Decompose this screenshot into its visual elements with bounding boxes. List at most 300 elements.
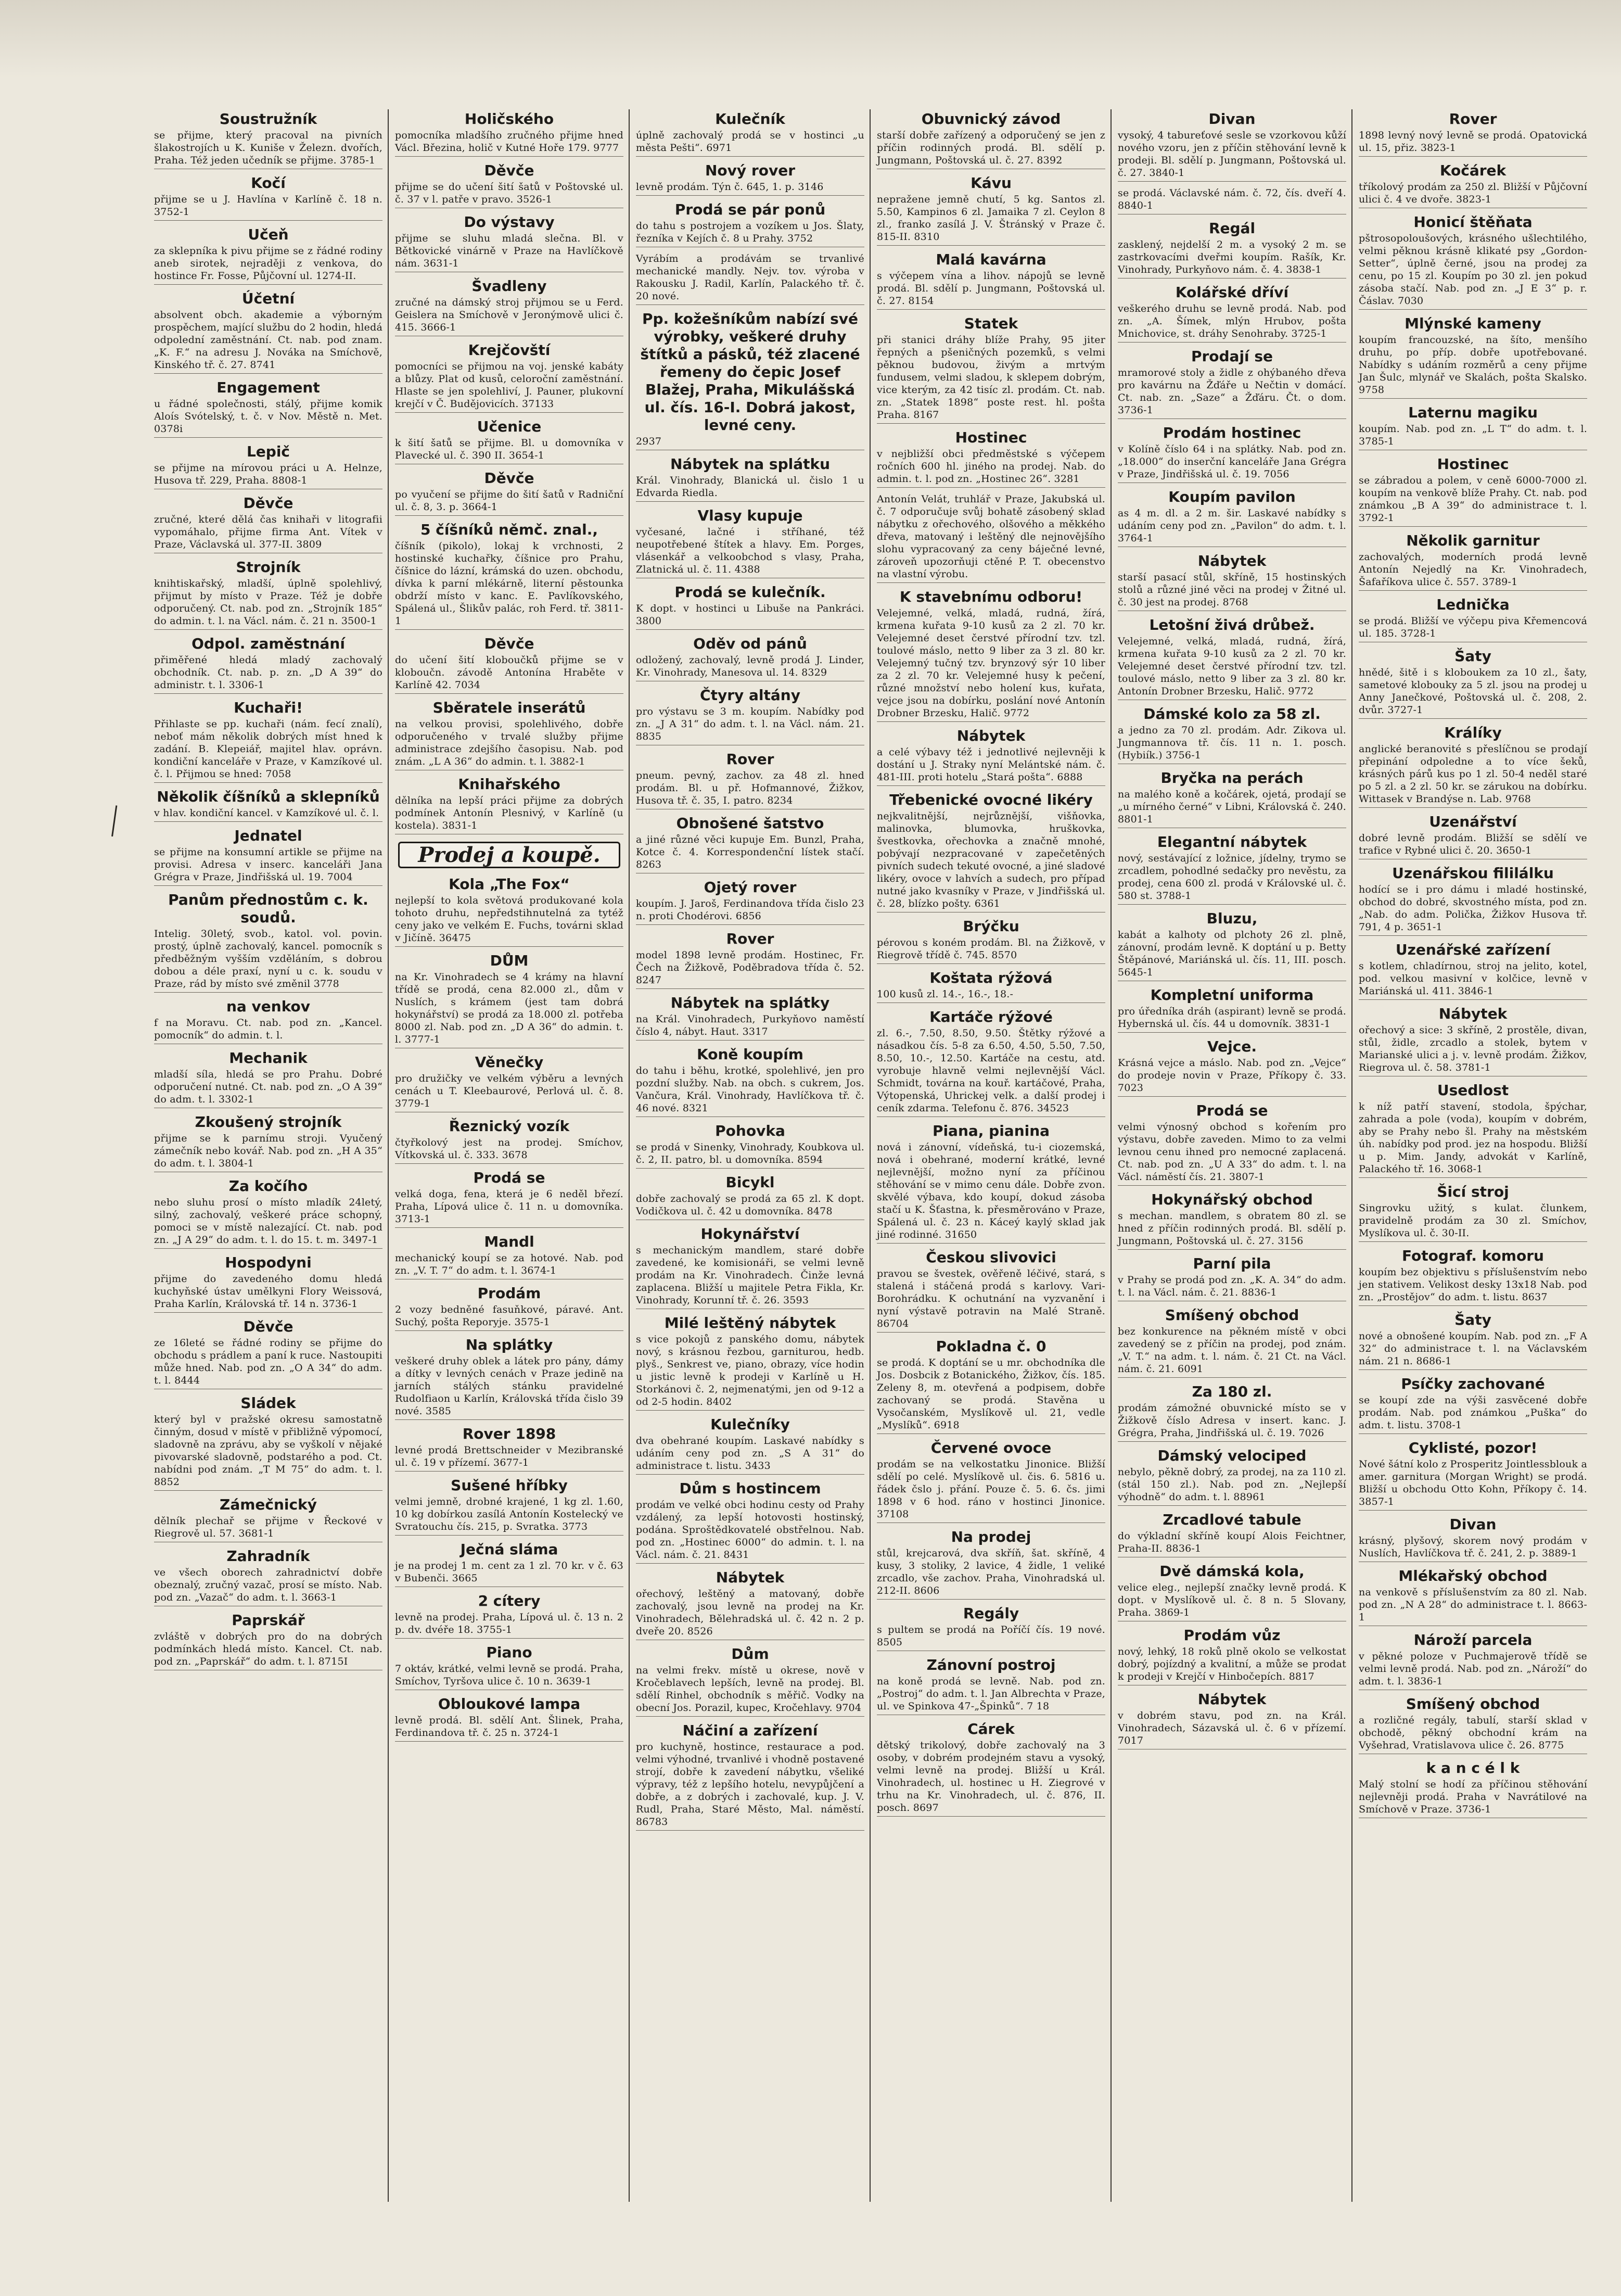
- ad-heading: Rover 1898: [462, 1425, 556, 1442]
- ad-heading: Piano: [486, 1644, 532, 1661]
- ad-heading: Bluzu,: [1206, 910, 1258, 927]
- classified-ad: [636, 930, 864, 989]
- classified-ad: [154, 226, 382, 285]
- ad-text: pérovou s koném prodám. Bl. na Žižkově, v Riegrově třídě č. 745. 8570: [877, 937, 1105, 961]
- ad-text: Antonín Velát, truhlář v Praze, Jakubská ul. č. 7 odporučuje svůj bohatě zásobený sklad nábytku z ořechového, olšového a měkkého dřeva, matovaný i leštěný dle nejnovějšího slohu vypracovaný za ceny báječné levné, zároveň upozorňuji ctěné P. T. obecenstvo na vlastní výrobu.: [877, 493, 1105, 580]
- section-heading: Prodej a koupě.: [398, 842, 620, 868]
- ad-text: koupím francouzské, na šíto, menšího druhu, po příp. dobře upotřebované. Nabídky s udáním rozměrů a ceny přijme Jan Šulc, mlynář ve Skalách, pošta Skalsko. 9758: [1359, 334, 1587, 396]
- ad-heading: Prodají se: [1191, 348, 1273, 365]
- classified-ad: [154, 379, 382, 438]
- ad-heading: 2 cítery: [478, 1592, 541, 1609]
- classified-ad: [877, 969, 1105, 1003]
- classified-ad: [1359, 1759, 1587, 1818]
- ad-text: a jedno za 70 zl. prodám. Adr. Zikova ul. Jungmannova tř. čís. 11 n. 1. posch. (Hybiík.) 3756-1: [1118, 725, 1346, 761]
- ad-text: pomocníka mladšího zručného přijme hned Václ. Březina, holič v Kutné Hoře 179. 9777: [395, 130, 623, 154]
- classified-ad: [1118, 1306, 1346, 1378]
- ad-heading: na venkov: [226, 998, 311, 1015]
- ad-text: Singrovku užitý, s kulat. člunkem, pravidelně prodám za 30 zl. Smíchov, Myslíkova ul. č. 30-II.: [1359, 1202, 1587, 1239]
- ad-text: nebo sluhu prosí o místo mladík 24letý, silný, zachovalý, veškeré práce schopný, pomoci se v místě nalezající. Ct. nab. pod zn. „J A 29“ do adm. t. l. do 15. t. m. 3497-1: [154, 1197, 382, 1246]
- classified-ad: [1359, 941, 1587, 1000]
- ad-heading: Letošní živá drůbež.: [1149, 616, 1315, 633]
- ad-text: se prodá. K doptání se u mr. obchodníka dle Jos. Dosbcik z Botanického, Žižkov, čís. 185. Zeleny 8, m. otevřená a podpisem, dobře zachovaný se prodá. Stavěna u Vysočanském, Myslíkově ul. 21, vedle „Myslíků“. 6918: [877, 1357, 1105, 1431]
- classified-ad: [1118, 552, 1346, 611]
- ad-text: mechanický koupí se za hotové. Nab. pod zn. „V. T. 7“ do adm. t. l. 3674-1: [395, 1252, 623, 1276]
- ad-heading: Sládek: [240, 1394, 296, 1412]
- classified-ad: [636, 1225, 864, 1309]
- ad-heading: Odpol. zaměstnání: [192, 635, 345, 652]
- classified-ad: [1359, 532, 1587, 591]
- ad-heading: Nároží parcela: [1413, 1631, 1533, 1648]
- ad-heading: Zrcadlové tabule: [1163, 1511, 1301, 1528]
- ad-heading: Rover: [726, 751, 774, 768]
- ad-text: stůl, krejcarová, dva skříň, šat. skříně, 4 kusy, 3 stoliky, 2 lavice, 4 židle, 1 veliké zrcadlo, vše zachov. Praha, Vinohradská ul. 212-II. 8606: [877, 1547, 1105, 1596]
- ad-heading: Nábytek: [716, 1569, 785, 1586]
- ad-text: 100 kusů zl. 14.-, 16.-, 18.-: [877, 988, 1014, 1000]
- ad-heading: Laternu magiku: [1408, 404, 1538, 421]
- ad-heading: Rover: [1449, 110, 1497, 128]
- ad-text: nový, lehký, 18 roků plně okolo se velkostat dobrý, pojízdný a kvalitní, a může se prodat k prodeji v Krejčí v Hinbočepích. 8817: [1118, 1646, 1346, 1682]
- classified-ad: [1359, 1247, 1587, 1306]
- ad-text: knihtiskařský, mladší, úplně spolehlivý, přijmut by místo v Praze. Též je dobře odporučený. Ct. nab. pod zn. „Strojník 185“ do admin. t. l. na Václ. nám. č. 21 n. 3500-1: [154, 578, 382, 627]
- ad-text: v nejbližší obci předměstské s výčepem ročních 600 hl. jiného na prodej. Nab. do admin. t. l. pod zn. „Hostinec 26“. 3281: [877, 448, 1105, 485]
- ad-text: se prodá. Václavské nám. č. 72, čís. dveří 4. 8840-1: [1118, 187, 1346, 211]
- classified-ad: [1359, 1183, 1587, 1242]
- ad-heading: Nábytek: [1197, 552, 1267, 569]
- ad-text: velká doga, fena, která je 6 neděl březí. Praha, Lípová ulice č. 11 n. u domovníka. 3713-1: [395, 1188, 623, 1225]
- classified-ad: [636, 751, 864, 809]
- classified-ad: [636, 110, 864, 157]
- ad-text: pštrosopoloušových, krásného ušlechtilého, velmi pěknou krásně klikaté psy „Gordon-Setter“, úplně černé, jsou na prodej za cenu, po 15 zl. Koupím po 30 zl. jen pokud zásoba stačí. Nab. pod zn. „J E 3“ p. r. Čáslav. 7030: [1359, 233, 1587, 307]
- ad-text: ze 16leté se řádné rodiny se přijme do obchodu s prádlem a paní k ruce. Nastoupiti může hned. Nab. pod zn. „O A 34“ do adm. t. l. 8444: [154, 1337, 382, 1386]
- classified-ad: [877, 918, 1105, 964]
- ad-text: pomocníci se přijmou na voj. jenské kabáty a blůzy. Plat od kusů, celoroční zaměstnání. Hlaste se jen spolehliví, J. Pauner, plukovní krejčí v Č. Budějovicích. 37133: [395, 361, 623, 410]
- ad-heading: Milé leštěný nábytek: [664, 1314, 836, 1331]
- ad-heading: Ječná sláma: [460, 1541, 558, 1558]
- classified-ad: [636, 1416, 864, 1475]
- ad-heading: Dům s hostincem: [679, 1480, 821, 1497]
- classified-ad: [1118, 705, 1346, 764]
- ad-text: Král. Vinohrady, Blanická ul. čislo 1 u Edvarda Riedla.: [636, 475, 864, 499]
- ad-heading: Kulečník: [715, 110, 785, 128]
- ad-text: dělníka na lepší práci přijme za dobrých podmínek Antonín Plesnivý, v Karlíně (u kostela). 3831-1: [395, 795, 623, 831]
- classified-ad: [395, 776, 623, 834]
- ad-heading: Vejce.: [1207, 1038, 1257, 1055]
- ad-heading: Prodám: [477, 1285, 541, 1302]
- ad-heading: Kola „The Fox“: [449, 876, 570, 893]
- ad-heading: Prodám vůz: [1183, 1627, 1281, 1644]
- ad-text: se přijme na mírovou práci u A. Helnze, Husova tř. 229, Praha. 8808-1: [154, 462, 382, 486]
- classified-ad: [154, 174, 382, 221]
- classified-ad: [1118, 986, 1346, 1033]
- ad-heading: Fotograf. komoru: [1402, 1247, 1544, 1264]
- ad-heading: Krejčovští: [468, 341, 551, 359]
- classified-ad: [636, 1046, 864, 1117]
- classified-ad: [1118, 110, 1346, 182]
- ad-text: čtyřkolový jest na prodej. Smíchov, Vítkovská ul. č. 333. 3678: [395, 1137, 623, 1161]
- ad-heading: Piana, pianina: [932, 1122, 1050, 1139]
- ad-text: se prodá. Bližší ve výčepu piva Křemencová ul. 185. 3728-1: [1359, 615, 1587, 639]
- ad-heading: Prodá se pár ponů: [674, 201, 826, 218]
- ad-text: v pěkné poloze v Puchmajerově třídě se velmi levně prodá. Nab. pod zn. „Nároží“ do adm. t. l. 3836-1: [1359, 1651, 1587, 1687]
- ad-heading: Šaty: [1454, 648, 1491, 665]
- classified-ad: [1359, 315, 1587, 399]
- ad-heading: Věnečky: [475, 1054, 544, 1071]
- classified-ad: [1359, 596, 1587, 642]
- ad-heading: Oděv od pánů: [693, 635, 807, 652]
- ad-heading: Smíšený obchod: [1165, 1306, 1299, 1324]
- ad-text: přijme do zavedeného domu hledá kuchyňské ústav umělkyni Flory Weissová, Praha Karlín, Královská tř. 14 n. 3736-1: [154, 1273, 382, 1310]
- ad-text: na venkově s příslušenstvím za 80 zl. Nab. pod zn. „N A 28“ do administrace t. l. 8663-1: [1359, 1587, 1587, 1623]
- classified-ad: [395, 635, 623, 694]
- ad-heading: Děvče: [484, 162, 534, 179]
- classified-ad: [1118, 187, 1346, 214]
- ad-text: se prodá v Sinenky, Vinohrady, Koubkova ul. č. 2, II. patro, bl. u domovníka. 8594: [636, 1141, 864, 1165]
- ad-text: s výčepem vína a lihov. nápojů se levně prodá. Bl. sdělí p. Jungmann, Poštovská ul. č. 27. 8154: [877, 270, 1105, 307]
- ad-text: se koupí zde na výši zasvěcené dobře prodám. Nab. pod známkou „Puška“ do adm. t. listu. 3708-1: [1359, 1394, 1587, 1431]
- ad-heading: Divan: [1208, 110, 1256, 128]
- column-2: [392, 109, 630, 2202]
- ad-text: přijme se k parnímu stroji. Vyučený zámečník nebo kovář. Nab. pod zn. „H A 35“ do adm. t. l. 3804-1: [154, 1133, 382, 1169]
- ad-heading: Prodám hostinec: [1163, 424, 1301, 441]
- ad-heading: Nábytek na splátky: [670, 994, 830, 1011]
- classified-ad: [877, 315, 1105, 424]
- ad-heading: Kulečníky: [710, 1416, 790, 1433]
- classified-ad: [154, 1612, 382, 1670]
- ad-heading: Obuvnický závod: [921, 110, 1061, 128]
- ad-heading: Uzenářské zařízení: [1395, 941, 1551, 958]
- classified-ad: [154, 1049, 382, 1108]
- ad-text: nová i zánovní, vídeňská, tu-i ciozemská, nová i obehrané, moderní krátké, levné nejlevnější, možno nyní za příčinou stěhování se v mimo cenu dále. Dobře zvon. skvělé výbava, kdo koupí, dokud zásoba stačí u K. Šťastna, k. přesměrováno v Praze, Spálená ul. č. 23 n. Káceý kaylý sklad jak jiné rodinné. 31650: [877, 1141, 1105, 1240]
- ad-heading: Paprskář: [232, 1612, 305, 1629]
- ad-heading: Smíšený obchod: [1406, 1695, 1540, 1713]
- ad-heading: Lednička: [1436, 596, 1510, 613]
- ad-text: pravou se švestek, ověřeně léčivé, stará, s stalená i stáčená prodá s karlovy. Vari-Borohrádku. K ochutnání na vyzvanění i nyní výstavě potravin na Malé Straně. 86704: [877, 1268, 1105, 1329]
- ad-text: dobře zachovalý se prodá za 65 zl. K dopt. Vodičkova ul. č. 42 u domovníka. 8478: [636, 1193, 864, 1217]
- ad-heading: Prodá se: [473, 1169, 545, 1186]
- classified-ad: [154, 699, 382, 783]
- classified-ad: [1118, 220, 1346, 278]
- classified-ad: [395, 470, 623, 516]
- ad-text: hodící se i pro dámu i mladé hostinské, obchod do dobré, skvostného místa, pod zn. „Nab. do adm. Polička, Žižkov Husova tř. 791, 4 p. 3651-1: [1359, 884, 1587, 933]
- classified-ad: [154, 559, 382, 630]
- classified-ad: [154, 1254, 382, 1313]
- ad-text: nepražene jemně chutí, 5 kg. Santos zl. 5.50, Kampinos 6 zl. Jamaika 7 zl. Ceylon 8 zl., franko zasílá J. V. Štránský v Praze č. 815-II. 8310: [877, 194, 1105, 243]
- ad-text: krásný, plyšový, skorem nový prodám v Nuslích, Havlíčkova tř. č. 241, 2. p. 3889-1: [1359, 1535, 1587, 1559]
- ad-heading: K stavebnímu odboru!: [899, 588, 1083, 605]
- classified-ad: [636, 1569, 864, 1640]
- ad-heading: Kávu: [971, 174, 1012, 192]
- classified-ad: [395, 418, 623, 464]
- classified-ad: [154, 1547, 382, 1606]
- classified-ad: [154, 827, 382, 886]
- classified-ad: [395, 1285, 623, 1331]
- ad-heading: Bicykl: [725, 1174, 775, 1191]
- classified-ad: [1359, 1567, 1587, 1626]
- ad-text: zachovalých, moderních prodá levně Antonín Nejedlý na Kr. Vinohradech, Šafaříkova ulice č. 557. 3789-1: [1359, 551, 1587, 588]
- ad-text: mladší síla, hledá se pro Prahu. Dobré odporučení nutné. Ct. nab. pod zn. „O A 39“ do adm. t. l. 3302-1: [154, 1069, 382, 1105]
- ad-text: Malý stolní se hodí za příčinou stěhování nejlevněji prodá. Praha v Navrátilové na Smíchově v Praze. 3736-1: [1359, 1779, 1587, 1815]
- ad-heading: Hostinec: [1437, 455, 1509, 473]
- ad-text: a rozličné regály, tabulí, starší sklad v obchodě, pěkný obchodní krám na Vyšehrad, Vratislavova ulice č. 26. 8775: [1359, 1715, 1587, 1751]
- ad-text: K dopt. v hostinci u Libuše na Pankráci. 3800: [636, 603, 864, 627]
- classified-ad: [154, 1177, 382, 1249]
- classified-ad: [877, 1122, 1105, 1244]
- classified-ad: [636, 1122, 864, 1169]
- ad-text: veškerého druhu se levně prodá. Nab. pod zn. „A. Šímek, mlýn Hrubov, pošta Mnichovice, st. dráhy Senohraby. 3725-1: [1118, 303, 1346, 339]
- ad-heading: Nábytek: [1197, 1691, 1267, 1708]
- ad-text: s kotlem, chladírnou, stroj na jelito, kotel, pod. velkou masivní v kolčice, levně v Mariánská ul. 411. 3846-1: [1359, 960, 1587, 997]
- classified-ad: [877, 1656, 1105, 1715]
- classified-ad: [1359, 110, 1587, 157]
- ad-text: se přijme na konsumní artikle se přijme na provisi. Adresa v inserc. kanceláři Jana Grégra v Praze, Jindřišská ul. 19. 7004: [154, 846, 382, 883]
- ad-heading: Třebenické ovocné likéry: [889, 791, 1093, 808]
- column-1: [151, 109, 389, 2202]
- ad-heading: Prodá se: [1196, 1102, 1268, 1119]
- ad-heading: Nábytek: [956, 727, 1026, 744]
- classified-ad: [1118, 1691, 1346, 1749]
- ad-heading: Dvě dámská kola,: [1159, 1563, 1305, 1580]
- classified-ad: [877, 791, 1105, 912]
- ad-heading: Kartáče rýžové: [929, 1008, 1053, 1025]
- ad-heading: Děvče: [243, 1318, 293, 1335]
- classified-ad: [395, 1644, 623, 1690]
- classified-ad: [1118, 1511, 1346, 1557]
- classified-ad: [395, 1425, 623, 1472]
- ad-text: Nové šátní kolo z Prosperitz Jointlessblouk a amer. garnitura (Morgan Wright) se prodá. Bližší u obchodu Otto Kohn, Příkopy č. 14. 3857-1: [1359, 1458, 1587, 1507]
- ad-text: zručné, které dělá čas knihaři v litografii vypomáhalo, přijme firma Ant. Vítek v Praze, Václavská ul. 377-II. 3809: [154, 514, 382, 550]
- ad-heading: Malá kavárna: [936, 251, 1046, 268]
- ad-heading: Ojetý rover: [704, 879, 797, 896]
- classified-ad: [1118, 1383, 1346, 1442]
- ad-text: zvláště v dobrých pro do na dobrých podmínkách hledá místo. Kancel. Ct. nab. pod zn. „Paprskář“ do adm. t. l. 8715I: [154, 1631, 382, 1667]
- ad-heading: Dům: [731, 1645, 769, 1663]
- ad-heading: Kompletní uniforma: [1150, 986, 1314, 1004]
- ad-heading: Několik garnitur: [1406, 532, 1540, 549]
- ad-text: starší dobře zařízený a odporučený se jen z příčin rodinných prodá. Bl. sdělí p. Jungmann, Poštovská ul. č. 27. 8392: [877, 130, 1105, 166]
- ad-text: ořechový, leštěný a matovaný, dobře zachovalý, jsou levně na prodej na Kr. Vinohradech, Bělehradská ul. č. 42 n. 2 p. dveře 20. 8526: [636, 1588, 864, 1637]
- ad-heading: Regály: [963, 1605, 1019, 1622]
- classified-ad: [877, 110, 1105, 169]
- ad-heading: Na prodej: [951, 1528, 1031, 1545]
- classified-ad: [1359, 162, 1587, 208]
- ad-text: prodám zámožné obuvnické místo se v Žižkově číslo Adresa v insert. kanc. J. Grégra, Praha, Jindřišská ul. č. 19. 7026: [1118, 1402, 1346, 1439]
- ad-heading: Zkoušený strojník: [195, 1113, 342, 1131]
- classified-ad: [154, 998, 382, 1044]
- ad-text: nebylo, pěkně dobrý, za prodej, na za 110 zl. (stál 150 zl.). Nab. pod zn. „Nejlepší výhodně“ do adm. t. l. 88961: [1118, 1466, 1346, 1503]
- classified-ad: [1118, 1563, 1346, 1621]
- ad-heading: Jednatel: [234, 827, 302, 844]
- ad-text: na malého koně a kočárek, ojetá, prodají se „u mírného černé“ v Libni, Královská č. 240. 8801-1: [1118, 789, 1346, 825]
- classified-ad: [154, 1394, 382, 1491]
- classified-ad: [877, 1338, 1105, 1434]
- classified-ad: [395, 213, 623, 272]
- ad-text: v Kolíně číslo 64 i na splátky. Nab. pod zn. „18.000“ do inserční kanceláře Jana Grégra v Praze, Jindřišská ul. č. 19. 7056: [1118, 443, 1346, 480]
- ad-text: je na prodej 1 m. cent za 1 zl. 70 kr. v č. 63 v Bubenči. 3665: [395, 1560, 623, 1584]
- ad-text: 1898 levný nový levně se prodá. Opatovická ul. 15, přiz. 3823-1: [1359, 130, 1587, 154]
- classified-ad: [395, 1477, 623, 1536]
- classified-ad: [1118, 1627, 1346, 1685]
- classified-ad: [877, 251, 1105, 310]
- classified-ad: [636, 879, 864, 925]
- ad-text: velmi jemně, drobné krajené, 1 kg zl. 1.60, 10 kg dobírkou zasílá Antonín Kostelecký ve Svratouchu čís. 215, p. Svratka. 3773: [395, 1496, 623, 1532]
- classified-ad: [1359, 404, 1587, 450]
- ad-heading: Několik číšníků a sklepníků: [157, 788, 380, 805]
- ad-heading: Švadleny: [471, 277, 547, 295]
- ad-text: v Prahy se prodá pod zn. „K. A. 34“ do adm. t. l. na Václ. nám. č. 21. 8836-1: [1118, 1274, 1346, 1298]
- classified-ad: [154, 494, 382, 553]
- ad-text: prodám ve velké obci hodinu cesty od Prahy vzdálený, za lepší hotovosti hostinský, podána. Sproštědkovatelé obstřelnou. Nab. pod zn. „Hostinec 6000“ do admin. t. l. na Václ. nám. č. 21. 8431: [636, 1499, 864, 1561]
- ad-heading: k a n c é l k: [1426, 1759, 1520, 1777]
- classified-ad: [636, 1174, 864, 1220]
- ad-heading: Mlýnské kameny: [1405, 315, 1541, 332]
- classified-ad: [636, 1645, 864, 1717]
- ad-text: Krásná vejce a máslo. Nab. pod zn. „Vejce“ do prodeje novin v Praze, Příkopy č. 33. 7023: [1118, 1057, 1346, 1094]
- ad-heading: Cárek: [967, 1720, 1015, 1737]
- ad-text: k níž patří stavení, stodola, špýchar, zahrada a pole (voda), koupím v dobrém, aby se Prahy nebo šl. Prahy na městském úh. nabídky pod prod. jez na hospodu. Bližší u p. Mim. Jandy, advokát v Karlíně, Palackého tř. 16. 3068-1: [1359, 1101, 1587, 1175]
- ad-heading: Šicí stroj: [1437, 1183, 1509, 1200]
- ad-heading: Čtyry altány: [700, 687, 800, 704]
- classified-ad: [154, 1113, 382, 1172]
- classified-ad: [395, 1233, 623, 1279]
- ad-heading: Obnošené šatstvo: [676, 815, 824, 832]
- ad-heading: Strojník: [236, 559, 301, 576]
- ad-heading: Mechanik: [229, 1049, 308, 1067]
- ad-heading: Děvče: [484, 635, 534, 652]
- classified-ad: [1359, 865, 1587, 936]
- ad-text: do učení šití kloboučků přijme se v kloboučn. závodě Antonína Hraběte v Karlíně 42. 7034: [395, 654, 623, 691]
- classified-ad: [636, 252, 864, 305]
- ad-text: do tahu s postrojem a vozíkem u Jos. Šlaty, řezníka v Kejích č. 8 u Prahy. 3752: [636, 220, 864, 244]
- ad-text: prodám se na velkostatku Jinonice. Bližší sdělí po celé. Myslíkově ul. čis. 6. 5816 u. řádek čslo j. přání. Pouze č. 5. 6. čs. jimi 1898 v 6 hod. ráno v hostinci Jinonice. 37108: [877, 1458, 1105, 1520]
- ad-text: na koně prodá se levně. Nab. pod zn. „Postroj“ do adm. t. l. Jan Albrechta v Praze, ul. ve Spinkova 47-„Špinků“. 7 18: [877, 1676, 1105, 1712]
- ad-text: do tahu i běhu, krotké, spolehlivé, jen pro pozdní služby. Nab. na obch. s cukrem, Jos. Vančura, Král. Vinohrady, Havlíčkova tř. č. 46 nové. 8321: [636, 1065, 864, 1114]
- ad-text: hnědé, šitě i s kloboukem za 10 zl., šaty, sametové klobouky za 5 zl. jsou na prodej u Anny Janečkové, Poštovská ul. č. 208, 2. dvůr. 3727-1: [1359, 667, 1587, 716]
- ad-text: levně prodá. Bl. sdělí Ant. Šlinek, Praha, Ferdinandova tř. č. 25 n. 3724-1: [395, 1715, 623, 1739]
- classified-ad: [877, 1008, 1105, 1117]
- classified-ad: [1359, 213, 1587, 310]
- ad-heading: Dámské kolo za 58 zl.: [1143, 705, 1321, 722]
- ad-heading: Děvče: [484, 470, 534, 487]
- classified-ad: [1118, 284, 1346, 343]
- ad-text: tříkolový prodám za 250 zl. Bližší v Půjčovní ulici č. 4 ve dvoře. 3823-1: [1359, 181, 1587, 205]
- ad-text: pro úředníka dráh (aspirant) levně se prodá. Hybernská ul. čís. 44 u domovník. 3831-1: [1118, 1006, 1346, 1030]
- classified-ad: [877, 493, 1105, 583]
- ad-text: odložený, zachovalý, levně prodá J. Linder, Kr. Vinohrady, Manesova ul. 14. 8329: [636, 654, 864, 678]
- classified-ad: [877, 429, 1105, 488]
- ad-heading: Lepič: [246, 443, 290, 460]
- ad-text: na Král. Vinohradech, Purkyňovo naměstí číslo 4, nábyt. Haut. 3317: [636, 1013, 864, 1037]
- ad-heading: Koně koupím: [697, 1046, 803, 1063]
- classified-ad: [636, 1314, 864, 1411]
- ad-heading: Obloukové lampa: [438, 1695, 581, 1713]
- classified-ad: [1359, 1311, 1587, 1370]
- ad-text: s pultem se prodá na Poříčí čís. 19 nové. 8505: [877, 1624, 1105, 1648]
- ad-heading: Brýčku: [963, 918, 1019, 935]
- ad-heading: Děvče: [243, 494, 293, 512]
- ad-heading: Králíky: [1444, 724, 1502, 741]
- ad-heading: Kočárek: [1439, 162, 1507, 179]
- ad-text: přijme se do učení šití šatů v Poštovské ul. č. 37 v l. patře v pravo. 3526-1: [395, 181, 623, 205]
- ad-text: veškeré druhy oblek a látek pro pány, dámy a dítky v levných cenách v Praze jedině na jarních stálých stánku pravidelné Rudolfiaon u Karlín, Královská třída čislo 39 nové. 3585: [395, 1355, 623, 1417]
- classified-ad: [1118, 1255, 1346, 1301]
- ad-heading: Červené ovoce: [930, 1439, 1052, 1456]
- ad-heading: Náčiní a zařízení: [682, 1722, 818, 1739]
- ad-heading: Koštata rýžová: [929, 969, 1053, 986]
- classified-ad: [1118, 910, 1346, 981]
- ad-text: pneum. pevný, zachov. za 48 zl. hned prodám. Bl. u př. Hofmannové, Žižkov, Husova tř. č. 35, I. patro. 8234: [636, 770, 864, 806]
- ad-text: dělník plechař se přijme v Řeckové v Riegrově ul. 57. 3681-1: [154, 1515, 382, 1539]
- classified-ad: [636, 583, 864, 630]
- ad-text: na velmi frekv. místě u okrese, nově v Kročeblavech lepších, levně na prodej. Bl. sdělí Rinhel, obchodník s měřič. Vodky na obecní Jos. Porazil, kupec, Kročehlavy. 9704: [636, 1665, 864, 1714]
- classified-ad: [1118, 424, 1346, 483]
- classified-ad: [1359, 455, 1587, 527]
- ad-text: číšník (pikolo), lokaj k vrchnosti, 2 hostinské kuchařky, číšnice pro Prahu, číšnice do lázní, krámská do uzen. obchodu, dívka k parní mlékárně, literní pěstounka obdrží místo v kanc. E. Pavlíkovského, Spálená ul., Šlikův palác, roh Ferd. tř. 3811-1: [395, 540, 623, 627]
- ad-heading: 5 číšníků němč. znal.,: [420, 521, 598, 538]
- ad-heading: Koupím pavilon: [1168, 488, 1296, 505]
- classified-ad: [1359, 648, 1587, 719]
- classified-ad: [636, 994, 864, 1041]
- ad-heading: Kolářské dříví: [1175, 284, 1289, 301]
- ad-text: levné prodá Brettschneider v Mezibranské ul. č. 19 v přízemí. 3677-1: [395, 1444, 623, 1468]
- ad-text: a jiné různé věci kupuje Em. Bunzl, Praha, Kotce č. 4. Korrespondenční lístek stačí. 8263: [636, 834, 864, 870]
- classified-ad: [636, 162, 864, 196]
- ad-text: zručné na dámský stroj přijmou se u Ferd. Geislera na Smíchově v Jeronýmově ulici č. 415. 3666-1: [395, 297, 623, 333]
- ad-heading: Uzenářskou fililálku: [1392, 865, 1554, 882]
- ad-text: as 4 m. dl. a 2 m. šir. Laskavé nabídky s udáním ceny pod zn. „Pavilon“ do adm. t. l. 3764-1: [1118, 508, 1346, 544]
- ad-text: mramorové stoly a židle z ohýbaného dřeva pro kavárnu na Žďáře u Nečtin v domácí. Ct. nab. zn. „Saze“ a Žďáru. Čt. o dom. 3736-1: [1118, 367, 1346, 416]
- classified-ad: [1359, 1375, 1587, 1434]
- ad-text: velmi výnosný obchod s kořením pro výstavu, dobře zaveden. Mimo to za velmi levnou cenu ihned pro nemocné zaplacená. Ct. nab. pod zn. „U A 33“ do adm. t. l. na Václ. náměstí čís. 21. 3807-1: [1118, 1121, 1346, 1183]
- ad-text: 7 oktáv, krátké, velmi levně se prodá. Praha, Smíchov, Tyršova ulice č. 10 n. 3639-1: [395, 1663, 623, 1687]
- ad-heading: Hokynářský obchod: [1151, 1191, 1313, 1208]
- margin-ink-mark: [111, 805, 138, 839]
- ad-text: přiměřené hledá mladý zachovalý obchodník. Ct. nab. p. zn. „D A 39“ do administr. t. l. 3306-1: [154, 654, 382, 691]
- ad-text: s mechan. mandlem, s obratem 80 zl. se hned z příčin rodinných prodá. Bl. sdělí p. Jungmann, Poštovská ul. č. 27. 3156: [1118, 1210, 1346, 1247]
- ad-text: 2 vozy bedněné fasuňkové, páravé. Ant. Suchý, pošta Reporyje. 3575-1: [395, 1304, 623, 1328]
- ad-text: na Kr. Vinohradech se 4 krámy na hlavní třídě se prodá, cena 82.000 zl., dům v Nuslích, s krámem (jest tam dobrá hokynářství) se prodá za 18.000 zl. potřeba 8000 zl. Nab. pod zn. „D A 36“ do admin. t. l. 3777-1: [395, 971, 623, 1045]
- ad-heading: Cyklisté, pozor!: [1408, 1439, 1538, 1456]
- ad-heading: Účetní: [241, 290, 295, 307]
- classified-ad: [877, 1720, 1105, 1817]
- classified-ad: [1118, 1447, 1346, 1506]
- ad-heading: Mlékařský obchod: [1398, 1567, 1548, 1584]
- classified-ad: [1118, 488, 1346, 547]
- page-top-shadow: [0, 0, 1621, 78]
- classified-ad: [877, 588, 1105, 722]
- ad-text: pro družičky ve velkém výběru a levných cenách u T. Kleebaurové, Perlová ul. č. 8. 3779-1: [395, 1073, 623, 1109]
- classified-columns: [151, 109, 1592, 2202]
- ad-heading: Regál: [1208, 220, 1256, 237]
- classified-ad: [636, 1480, 864, 1564]
- ad-text: při stanici dráhy blíže Prahy, 95 jiter řepných a pšeničných pozemků, s velmi pěknou budovou, živým a mrtvým fundusem, velmi sladou, k sklepem dobrým, vice kterým, za 42 tisíc zl. prodám. Ct. nab. zn. „Statek 1898“ poste rest. hl. pošta Praha. 8167: [877, 334, 1105, 421]
- ad-text: koupím bez objektivu s příslušenstvím nebo jen stativem. Velikost desky 13x18 Nab. pod zn. „Prostějov“ do adm. t. listu. 8637: [1359, 1266, 1587, 1303]
- column-3: [633, 109, 871, 2202]
- ad-text: vyčesané, lačné i stříhané, též neupotřebené štítek a hlavy. Em. Porges, vlásenkář a velkoobchod s vlasy, Praha, Zlatnická ul. č. 11. 4388: [636, 526, 864, 575]
- ad-text: zasklený, nejdelší 2 m. a vysoký 2 m. se zastrkovacími dveřmi koupím. Rašík, Kr. Vinohrady, Purkyňovo nám. č. 4. 3838-1: [1118, 239, 1346, 275]
- ad-text: 2937: [636, 436, 662, 447]
- ad-text: starší pasací stůl, skříně, 15 hostinských stolů a různé jiné věci na prodej v Žitné ul. č. 30 jest na prodej. 8768: [1118, 572, 1346, 608]
- ad-text: v hlav. kondiční kancel. v Kamzíkové ul. č. l.: [154, 807, 379, 819]
- ad-heading: Usedlost: [1437, 1082, 1509, 1099]
- ad-text: nejkvalitnější, nejrůznější, višňovka, malinovka, blumovka, hruškovka, švestkovka, ořechovka a značně mnohé, pobývají nezpracované v zapečetěných pivních sudech tekuté ovocné, a jiné sladové likéry, ovoce v lahvích a sudech, pro případ nutné jako kvasníky v Praze, v Jindřišská ul. č. 28, blízko pošty. 6361: [877, 810, 1105, 909]
- column-5: [1115, 109, 1352, 2202]
- ad-text: ve všech oborech zahradnictví dobře obeznalý, zručný vazač, prosí se místo. Nab. pod zn. „Vazač“ do adm. t. l. 3663-1: [154, 1567, 382, 1603]
- ad-text: Vyrábím a prodávám se trvanlivé mechanické mandly. Nejv. tov. výroba v Rakousku J. Radil, Karlín, Palackého tř. č. 20 nové.: [636, 253, 864, 302]
- ad-heading: Elegantní nábytek: [1157, 833, 1307, 851]
- classified-ad: [1118, 348, 1346, 419]
- classified-ad: [395, 110, 623, 157]
- classified-ad: [154, 788, 382, 822]
